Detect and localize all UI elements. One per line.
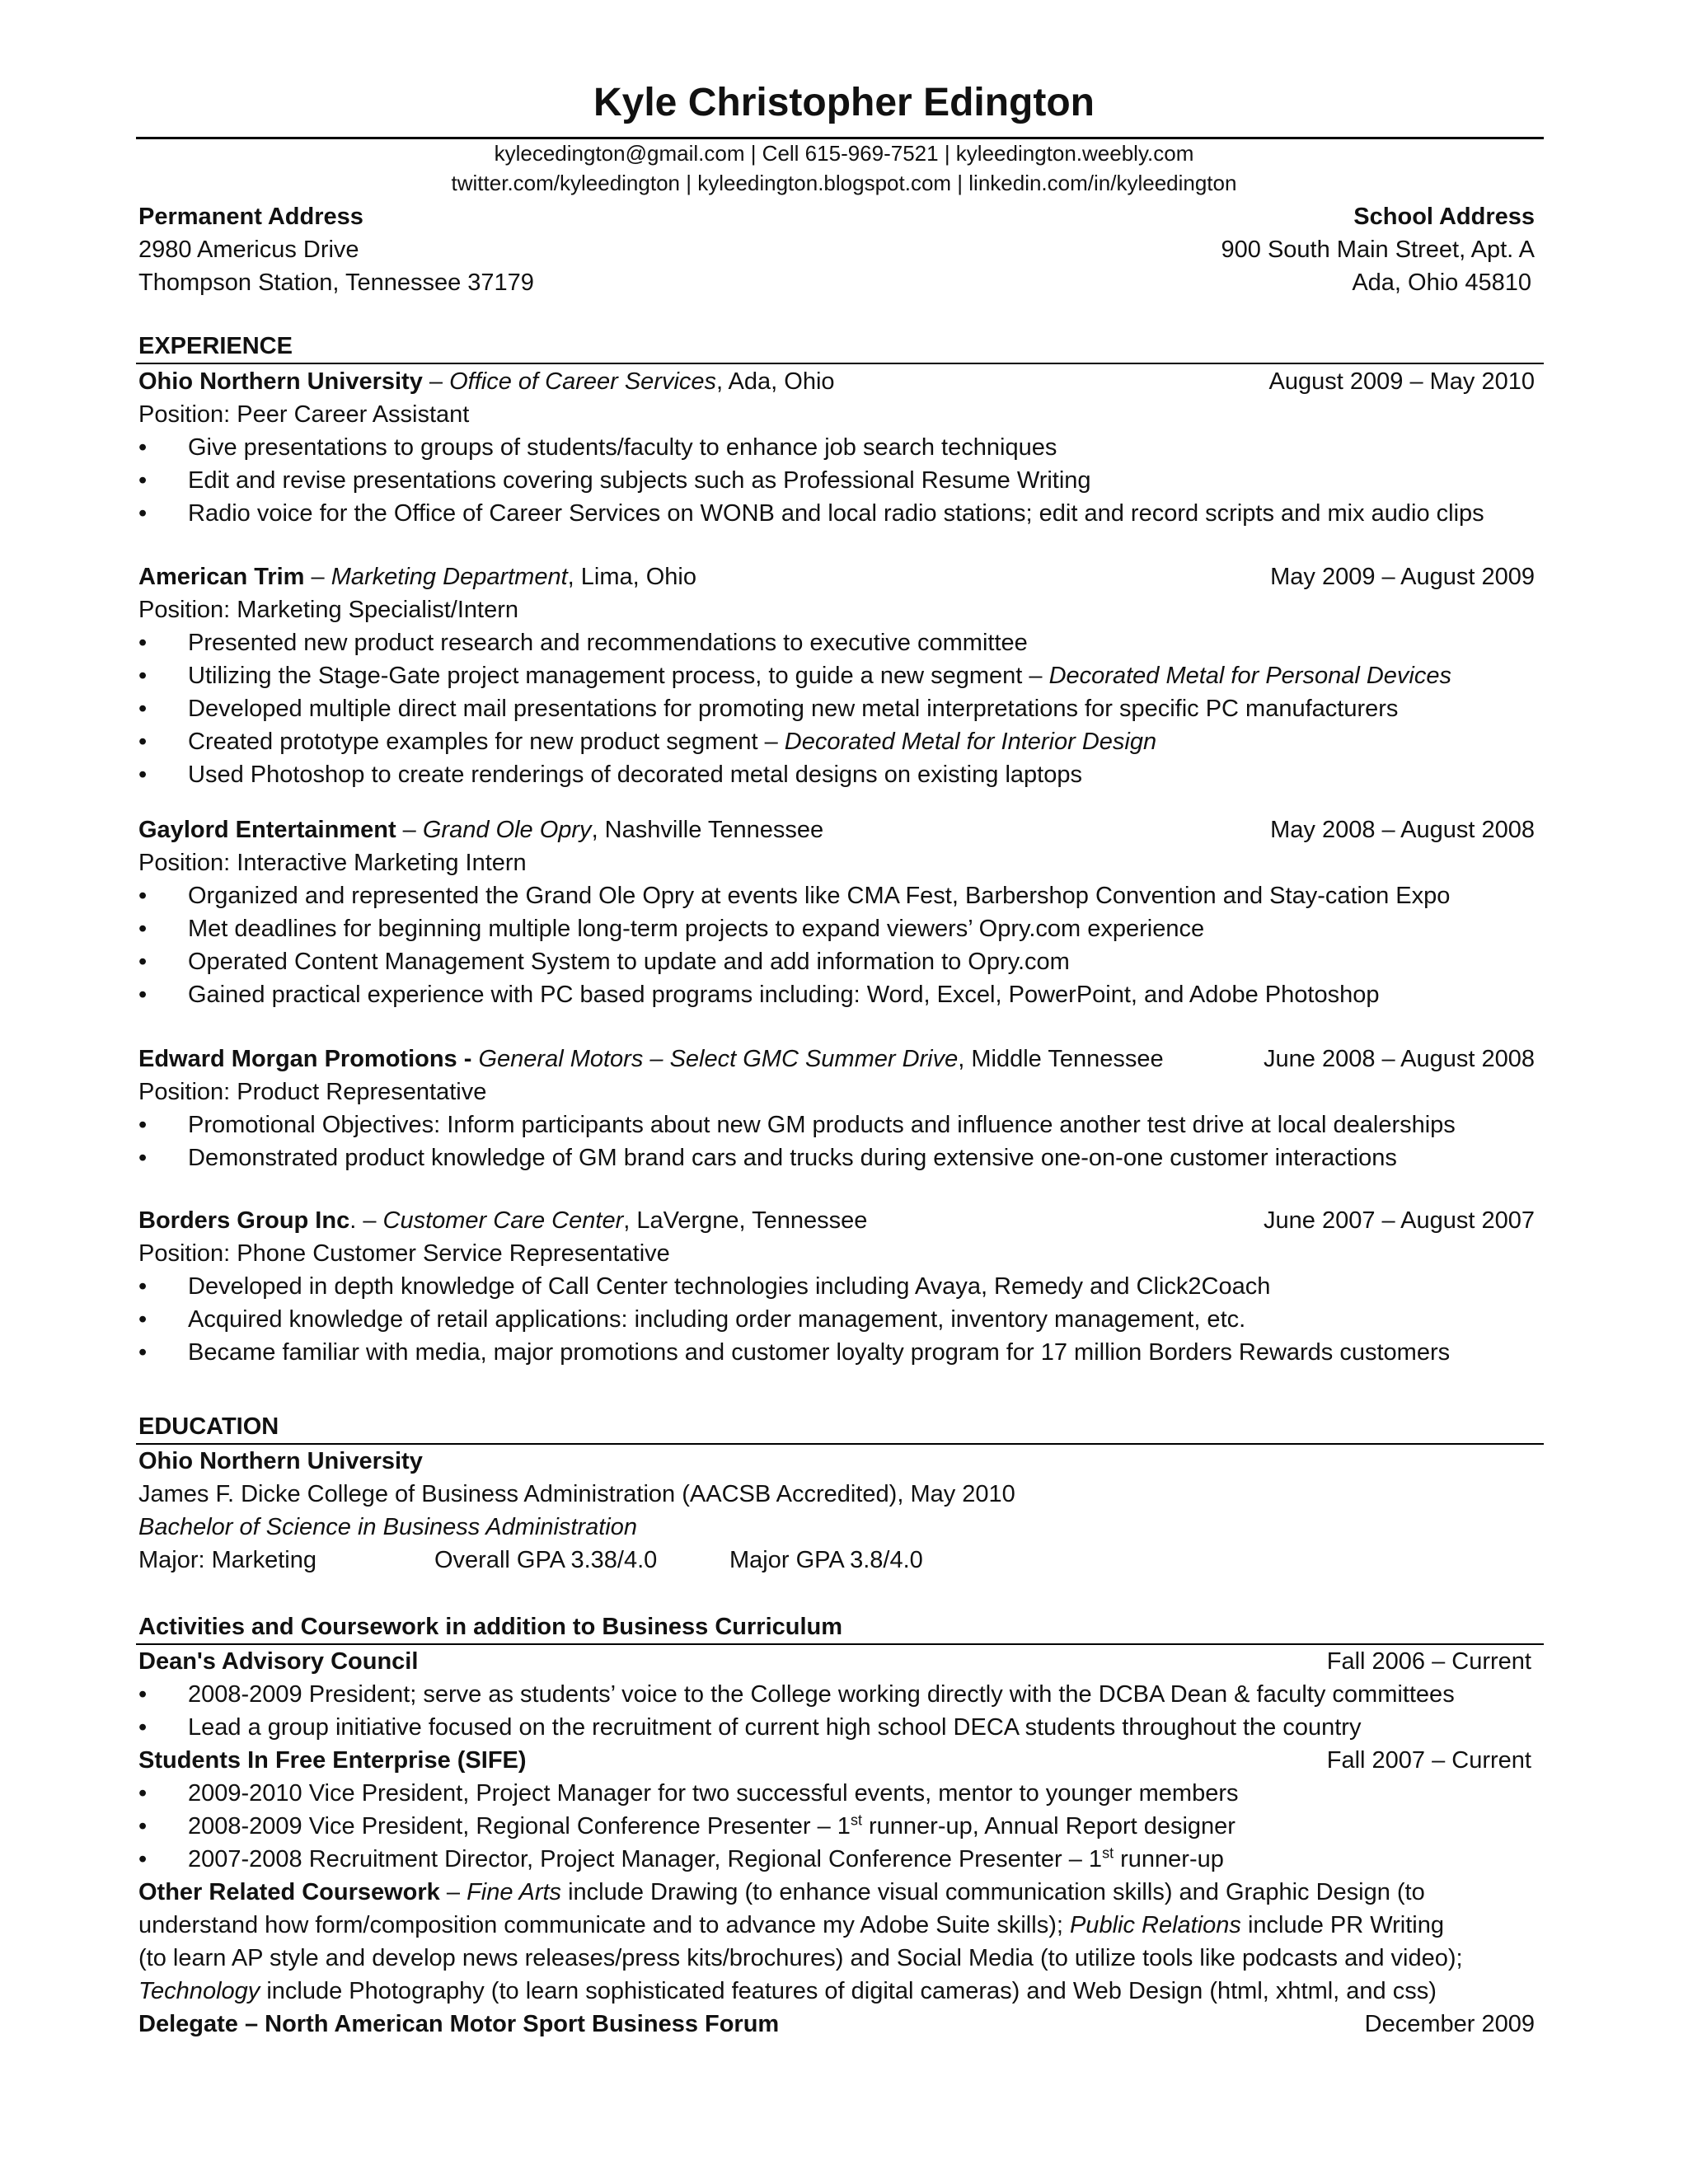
sife-dates: Fall 2007 – Current xyxy=(1326,1747,1531,1774)
job-bullet-text: Organized and represented the Grand Ole Opry at events like CMA Fest, Barbershop Convention and Stay-cation Expo xyxy=(188,883,1451,909)
job-dates: June 2008 – August 2008 xyxy=(1264,1046,1535,1072)
job-bullet xyxy=(188,978,1379,1011)
job-bullet xyxy=(188,912,1204,945)
job-bullet-text: Met deadlines for beginning multiple long-term projects to expand viewers’ Opry.com experience xyxy=(188,916,1205,942)
job-bullet xyxy=(188,1141,1397,1174)
job-bullet-text: Gained practical experience with PC based programs including: Word, Excel, PowerPoint, and Adobe Photoshop xyxy=(188,982,1380,1008)
job-dates: May 2008 – August 2008 xyxy=(1270,817,1535,843)
job-location: , Nashville Tennessee xyxy=(591,817,824,843)
bullet-char: • xyxy=(138,1846,148,1872)
coursework-line-4 xyxy=(138,1975,1437,2008)
activities-heading: Activities and Coursework in addition to Business Curriculum xyxy=(138,1614,843,1640)
job-position: Position: Peer Career Assistant xyxy=(138,401,470,428)
job-bullet-text: Acquired knowledge of retail applications: including order management, inventory management, etc. xyxy=(188,1306,1246,1333)
job-bullet-text: Used Photoshop to create renderings of decorated metal designs on existing laptops xyxy=(188,762,1082,788)
coursework-line-2 xyxy=(138,1909,1444,1942)
job-bullet-text: Utilizing the Stage-Gate project management process, to guide a new segment – xyxy=(188,663,1049,689)
job-bullet xyxy=(188,758,1082,791)
contact-line-2: twitter.com/kyleedington | kyleedington.blogspot.com | linkedin.com/in/kyleedington xyxy=(451,171,1237,195)
job-bullet-text: Demonstrated product knowledge of GM brand cars and trucks during extensive one-on-one customer interactions xyxy=(188,1145,1397,1171)
job-bullet-text: Created prototype examples for new product segment – xyxy=(188,729,785,755)
job-position: Position: Interactive Marketing Intern xyxy=(138,850,527,876)
job-bullet-text: Radio voice for the Office of Career Services on WONB and local radio stations; edit and record scripts and mix audio clips xyxy=(188,500,1484,527)
permanent-address-label: Permanent Address xyxy=(138,204,363,230)
coursework-l1-text: include Drawing (to enhance visual communication skills) and Graphic Design (to xyxy=(561,1879,1425,1905)
job-location: , LaVergne, Tennessee xyxy=(623,1207,868,1234)
coursework-l2-tail: include PR Writing xyxy=(1240,1912,1444,1938)
bullet-char: • xyxy=(138,663,148,689)
job-sep: . – xyxy=(349,1207,383,1234)
job-dates: May 2009 – August 2009 xyxy=(1270,564,1535,590)
job-sep: – xyxy=(396,817,423,843)
job-bullet-italic: Decorated Metal for Interior Design xyxy=(784,729,1157,755)
job-bullet-text: Developed multiple direct mail presentations for promoting new metal interpretations for specific PC manufacturers xyxy=(188,696,1399,722)
job-dept: Marketing Department xyxy=(331,564,568,590)
job-dept: General Motors – Select GMC Summer Drive xyxy=(478,1046,959,1072)
bullet-char: • xyxy=(138,1339,148,1366)
job-position: Position: Product Representative xyxy=(138,1079,487,1105)
job-bullet-italic: Decorated Metal for Personal Devices xyxy=(1048,663,1451,689)
resume-name: Kyle Christopher Edington xyxy=(593,81,1095,124)
job-bullet-text: Developed in depth knowledge of Call Center technologies including Avaya, Remedy and Click2Coach xyxy=(188,1273,1271,1300)
job-location: , Lima, Ohio xyxy=(567,564,696,590)
experience-rule xyxy=(136,363,1544,364)
sife-bullet-3-tail: runner-up xyxy=(1114,1846,1224,1872)
job-org: Ohio Northern University xyxy=(138,368,423,395)
bullet-char: • xyxy=(138,949,148,975)
education-degree: Bachelor of Science in Business Administration xyxy=(138,1514,638,1540)
job-bullet-text: Presented new product research and recommendations to executive committee xyxy=(188,630,1028,656)
job-bullet xyxy=(188,659,1451,692)
bullet-char: • xyxy=(138,630,148,656)
job-bullet-text: Edit and revise presentations covering subjects such as Professional Resume Writing xyxy=(188,467,1091,494)
coursework-line-3: (to learn AP style and develop news releases/press kits/brochures) and Social Media (to utilize tools like podcasts and video); xyxy=(138,1945,1463,1971)
bullet-char: • xyxy=(138,696,148,722)
coursework-title: Other Related Coursework xyxy=(138,1879,440,1905)
delegate-title: Delegate – North American Motor Sport Business Forum xyxy=(138,2011,780,2037)
bullet-char: • xyxy=(138,1273,148,1300)
bullet-char: • xyxy=(138,982,148,1008)
bullet-char: • xyxy=(138,883,148,909)
job-position: Position: Phone Customer Service Representative xyxy=(138,1240,670,1267)
job-bullet-text: Give presentations to groups of students/faculty to enhance job search techniques xyxy=(188,434,1057,461)
job-dates: August 2009 – May 2010 xyxy=(1268,368,1535,395)
job-bullet xyxy=(188,692,1398,725)
coursework-line-1 xyxy=(138,1876,1425,1909)
job-org: Gaylord Entertainment xyxy=(138,817,396,843)
job-dept: Office of Career Services xyxy=(449,368,717,395)
job-org: Edward Morgan Promotions - xyxy=(138,1046,479,1072)
delegate-date: December 2009 xyxy=(1364,2011,1535,2037)
job-bullet xyxy=(188,464,1091,497)
job-bullet xyxy=(188,1270,1270,1303)
job-bullet xyxy=(188,1108,1456,1141)
job-sep: – xyxy=(422,368,450,395)
job-bullet-text: Promotional Objectives: Inform participants about new GM products and influence another test drive at local dealerships xyxy=(188,1112,1456,1138)
job-bullet xyxy=(188,1336,1450,1369)
superscript: st xyxy=(850,1811,862,1829)
contact-line-1: kylecedington@gmail.com | Cell 615-969-7521 | kyleedington.weebly.com xyxy=(494,141,1194,166)
education-overall-gpa: Overall GPA 3.38/4.0 xyxy=(434,1547,658,1573)
sife-bullet-1: 2009-2010 Vice President, Project Manager for two successful events, mentor to younger members xyxy=(188,1780,1239,1807)
bullet-char: • xyxy=(138,1714,148,1741)
bullet-char: • xyxy=(138,762,148,788)
job-bullet xyxy=(188,431,1057,464)
bullet-char: • xyxy=(138,500,148,527)
sife-bullet-2-text: 2008-2009 Vice President, Regional Conference Presenter – 1 xyxy=(188,1813,851,1840)
sife-bullet-2 xyxy=(188,1810,1236,1843)
deans-bullet-2: Lead a group initiative focused on the recruitment of current high school DECA students throughout the country xyxy=(188,1714,1362,1741)
bullet-char: • xyxy=(138,729,148,755)
coursework-fine-arts: Fine Arts xyxy=(467,1879,562,1905)
coursework-technology: Technology xyxy=(138,1978,260,2004)
job-bullet xyxy=(188,879,1450,912)
deans-bullet-1: 2008-2009 President; serve as students’ voice to the College working directly with the DCBA Dean & faculty committees xyxy=(188,1681,1455,1708)
school-address-line1: 900 South Main Street, Apt. A xyxy=(1221,237,1535,263)
school-address-label: School Address xyxy=(1353,204,1535,230)
job-bullet xyxy=(188,1303,1245,1336)
job-heading xyxy=(138,1043,1164,1076)
bullet-char: • xyxy=(138,1681,148,1708)
job-heading xyxy=(138,813,823,846)
permanent-address-line1: 2980 Americus Drive xyxy=(138,237,359,263)
sife-bullet-2-tail: runner-up, Annual Report designer xyxy=(861,1813,1236,1840)
education-heading: EDUCATION xyxy=(138,1413,279,1440)
experience-heading: EXPERIENCE xyxy=(138,333,293,359)
education-college: James F. Dicke College of Business Administration (AACSB Accredited), May 2010 xyxy=(138,1481,1015,1507)
job-dept: Grand Ole Opry xyxy=(422,817,592,843)
sife-bullet-3 xyxy=(188,1843,1224,1876)
bullet-char: • xyxy=(138,1813,148,1840)
job-bullet-text: Operated Content Management System to update and add information to Opry.com xyxy=(188,949,1070,975)
coursework-l2-text: understand how form/composition communicate and to advance my Adobe Suite skills); xyxy=(138,1912,1070,1938)
bullet-char: • xyxy=(138,1306,148,1333)
job-org: Borders Group Inc xyxy=(138,1207,350,1234)
deans-council-title: Dean's Advisory Council xyxy=(138,1648,419,1675)
job-heading xyxy=(138,560,696,593)
bullet-char: • xyxy=(138,1112,148,1138)
job-location: , Middle Tennessee xyxy=(958,1046,1164,1072)
bullet-char: • xyxy=(138,1145,148,1171)
school-address-line2: Ada, Ohio 45810 xyxy=(1352,269,1531,296)
job-org: American Trim xyxy=(138,564,305,590)
permanent-address-line2: Thompson Station, Tennessee 37179 xyxy=(138,269,534,296)
job-bullet xyxy=(188,945,1070,978)
job-dates: June 2007 – August 2007 xyxy=(1264,1207,1535,1234)
job-bullet xyxy=(188,497,1484,530)
job-location: , Ada, Ohio xyxy=(716,368,835,395)
education-major: Major: Marketing xyxy=(138,1547,316,1573)
job-dept: Customer Care Center xyxy=(382,1207,624,1234)
job-position: Position: Marketing Specialist/Intern xyxy=(138,597,518,623)
bullet-char: • xyxy=(138,916,148,942)
job-sep: – xyxy=(304,564,331,590)
sife-bullet-3-text: 2007-2008 Recruitment Director, Project Manager, Regional Conference Presenter – 1 xyxy=(188,1846,1103,1872)
job-bullet xyxy=(188,626,1028,659)
job-heading xyxy=(138,365,835,398)
bullet-char: • xyxy=(138,1780,148,1807)
job-bullet xyxy=(188,725,1156,758)
bullet-char: • xyxy=(138,467,148,494)
coursework-sep: – xyxy=(439,1879,467,1905)
deans-council-dates: Fall 2006 – Current xyxy=(1326,1648,1531,1675)
job-bullet-text: Became familiar with media, major promotions and customer loyalty program for 17 million Borders Rewards customers xyxy=(188,1339,1451,1366)
education-school: Ohio Northern University xyxy=(138,1448,423,1474)
coursework-public-relations: Public Relations xyxy=(1069,1912,1241,1938)
bullet-char: • xyxy=(138,434,148,461)
coursework-l4-text: include Photography (to learn sophisticated features of digital cameras) and Web Design (html, xhtml, and css) xyxy=(260,1978,1437,2004)
sife-title: Students In Free Enterprise (SIFE) xyxy=(138,1747,527,1774)
superscript: st xyxy=(1102,1844,1114,1862)
job-heading xyxy=(138,1204,867,1237)
education-major-gpa: Major GPA 3.8/4.0 xyxy=(729,1547,923,1573)
